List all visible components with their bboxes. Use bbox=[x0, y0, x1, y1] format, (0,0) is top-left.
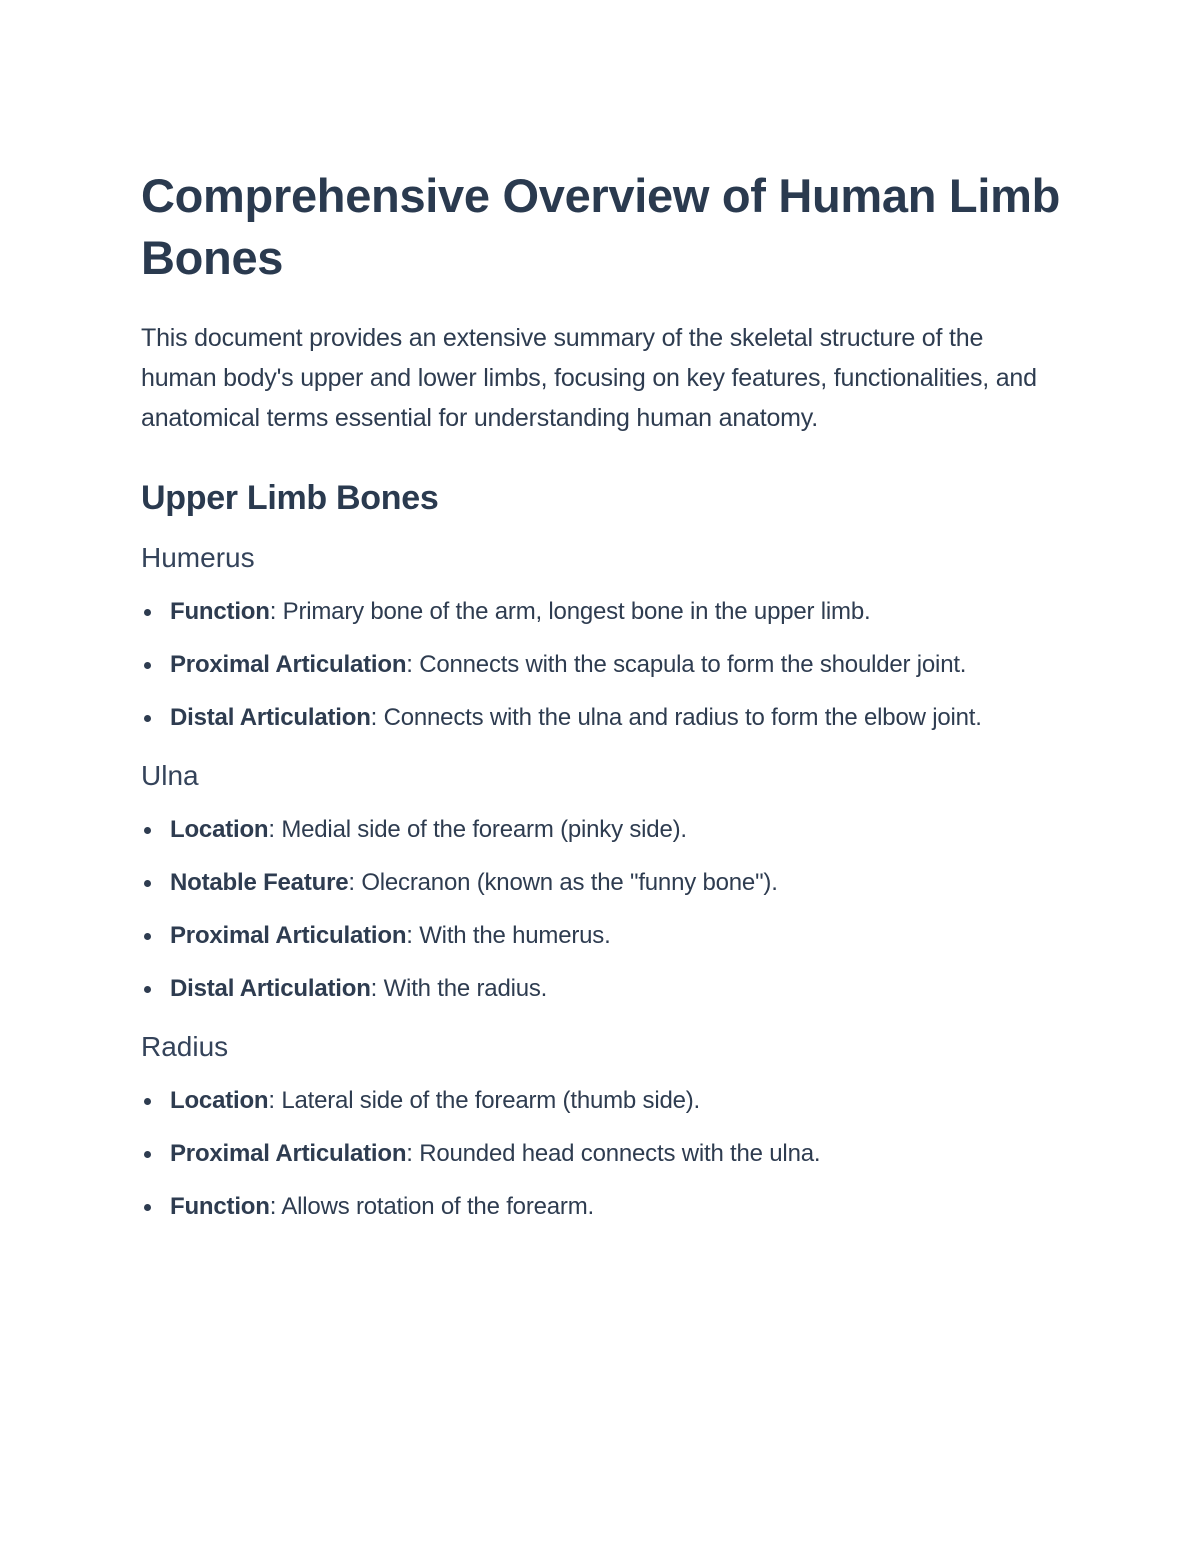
fact-text: Lateral side of the forearm (thumb side). bbox=[281, 1087, 701, 1114]
fact-text: Rounded head connects with the ulna. bbox=[419, 1140, 821, 1167]
fact-term: Location bbox=[170, 816, 269, 843]
list-item bbox=[141, 969, 1061, 1009]
ulna-fact-list bbox=[141, 810, 1061, 1009]
list-item bbox=[141, 916, 1061, 956]
fact-term: Location bbox=[170, 1087, 269, 1114]
fact-term: Function bbox=[170, 598, 270, 625]
fact-text: With the radius. bbox=[383, 975, 548, 1002]
fact-term: Distal Articulation bbox=[170, 704, 371, 731]
list-item bbox=[141, 698, 1061, 738]
fact-colon: : bbox=[269, 1193, 282, 1220]
fact-term: Proximal Articulation bbox=[170, 922, 407, 949]
fact-text: Olecranon (known as the "funny bone"). bbox=[361, 869, 778, 896]
fact-colon: : bbox=[268, 816, 282, 843]
fact-colon: : bbox=[269, 598, 283, 625]
radius-fact-list bbox=[141, 1081, 1061, 1227]
list-item bbox=[141, 1134, 1061, 1174]
list-item bbox=[141, 592, 1061, 632]
list-item bbox=[141, 863, 1061, 903]
fact-colon: : bbox=[406, 651, 420, 678]
bone-heading-radius: Radius bbox=[141, 1031, 229, 1062]
fact-term: Function bbox=[170, 1193, 270, 1220]
fact-text: Primary bone of the arm, longest bone in the upper limb. bbox=[282, 598, 871, 625]
list-item bbox=[141, 645, 1061, 685]
fact-colon: : bbox=[370, 975, 384, 1002]
list-item bbox=[141, 1081, 1061, 1121]
document-page bbox=[141, 165, 1061, 1240]
list-item bbox=[141, 810, 1061, 850]
fact-term: Proximal Articulation bbox=[170, 651, 407, 678]
humerus-fact-list bbox=[141, 592, 1061, 738]
fact-text: Connects with the ulna and radius to form the elbow joint. bbox=[383, 704, 982, 731]
fact-text: Connects with the scapula to form the shoulder joint. bbox=[419, 651, 967, 678]
fact-text: Allows rotation of the forearm. bbox=[281, 1193, 594, 1220]
list-item bbox=[141, 1187, 1061, 1227]
fact-colon: : bbox=[406, 922, 420, 949]
section-heading-upper-limb: Upper Limb Bones bbox=[141, 479, 439, 517]
fact-colon: : bbox=[348, 869, 362, 896]
fact-colon: : bbox=[370, 704, 384, 731]
fact-colon: : bbox=[406, 1140, 420, 1167]
fact-term: Proximal Articulation bbox=[170, 1140, 407, 1167]
bone-heading-ulna: Ulna bbox=[141, 760, 199, 791]
intro-paragraph: This document provides an extensive summary of the skeletal structure of the human body's upper and lower limbs, focusing on key features, functionalities, and anatomical terms essential for understanding human anatomy. bbox=[141, 324, 1037, 432]
bone-heading-humerus: Humerus bbox=[141, 542, 255, 573]
fact-text: Medial side of the forearm (pinky side). bbox=[281, 816, 687, 843]
fact-term: Notable Feature bbox=[170, 869, 349, 896]
fact-colon: : bbox=[268, 1087, 282, 1114]
fact-term: Distal Articulation bbox=[170, 975, 371, 1002]
document-title: Comprehensive Overview of Human Limb Bones bbox=[141, 169, 1060, 284]
fact-text: With the humerus. bbox=[419, 922, 611, 949]
